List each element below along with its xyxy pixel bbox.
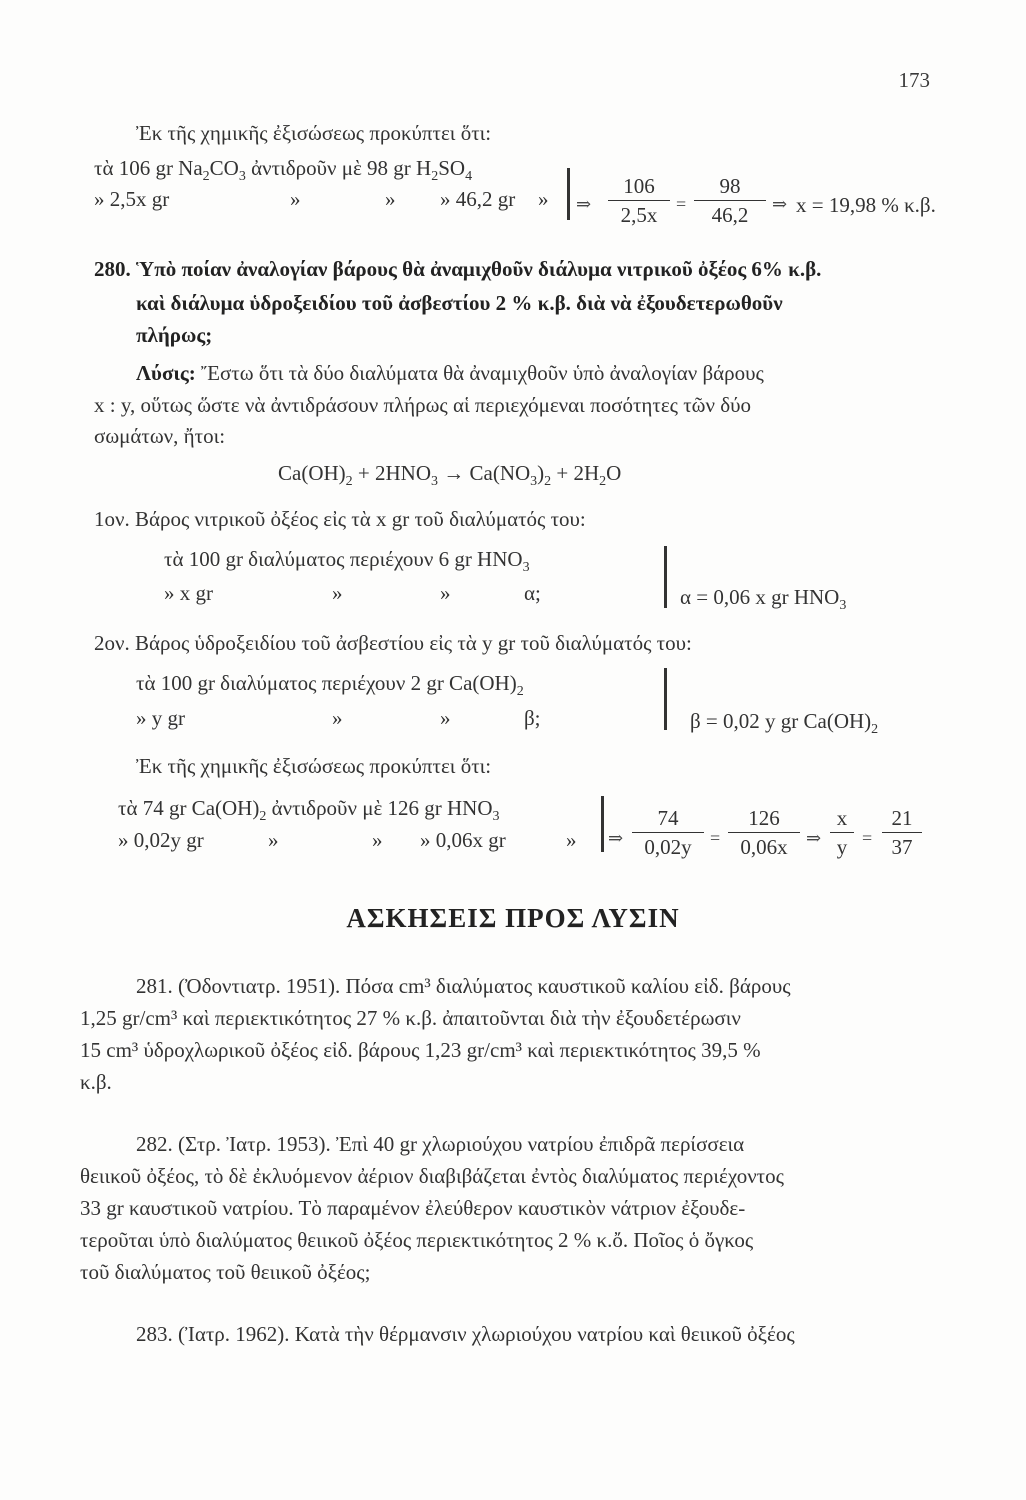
bracket-bar bbox=[567, 168, 570, 220]
ditto-mark: » bbox=[372, 828, 383, 852]
intro-text-1: Ἐκ τῆς χημικῆς ἐξισώσεως προκύπτει ὅτι: bbox=[136, 121, 492, 145]
ditto-mark: » bbox=[290, 187, 301, 211]
bracket-bar bbox=[664, 546, 667, 608]
page-number: 173 bbox=[898, 68, 930, 92]
bracket-bar bbox=[601, 796, 604, 852]
intro-text-2: Ἐκ τῆς χημικῆς ἐξισώσεως προκύπτει ὅτι: bbox=[136, 754, 492, 778]
step-2-title: 2ον. Βάρος ὑδροξειδίου τοῦ ἀσβεστίου εἰς τὰ y gr τοῦ διαλύματός του: bbox=[94, 631, 692, 655]
problem-280-line-2: καὶ διάλυμα ὑδροξειδίου τοῦ ἀσβεστίου 2 % κ.β. διὰ νὰ ἐξουδετερωθοῦν bbox=[136, 291, 783, 315]
bracket-bar bbox=[664, 668, 667, 730]
ditto-mark: » bbox=[385, 187, 396, 211]
equals-sign: = bbox=[676, 194, 687, 214]
step-1-result: α = 0,06 x gr $HNO_3$ bbox=[680, 585, 847, 614]
implies-arrow: ⇒ bbox=[608, 828, 624, 848]
fraction-5: $\frac{x}{y}$ bbox=[830, 806, 854, 859]
exercise-282-line-1: 282. (Στρ. Ἰατρ. 1953). Ἐπὶ 40 gr χλωριούχου νατρίου ἐπιδρᾶ περίσσεια bbox=[136, 1132, 745, 1156]
exercise-282 bbox=[80, 1128, 930, 1288]
exercise-282-line-5: τοῦ διαλύματος τοῦ θειικοῦ ὀξέος; bbox=[80, 1260, 371, 1284]
ditto-value: » 46,2 gr bbox=[440, 187, 516, 211]
solution-line-2: x : y, οὕτως ὥστε νὰ ἀντιδράσουν πλήρως αἱ περιεχόμεναι ποσότητες τῶν δύο bbox=[94, 393, 752, 417]
step-2-row-2: » y gr bbox=[136, 706, 185, 730]
reaction-row-1: τὰ 106 gr $Na_2CO_3$ ἀντιδροῦν μὲ 98 gr $H_2SO_4$ bbox=[94, 156, 473, 185]
step-2-result: β = 0,02 y gr $Ca(OH)_2$ bbox=[690, 709, 879, 738]
unknown-alpha: α; bbox=[524, 581, 541, 605]
ditto-mark: » bbox=[566, 828, 577, 852]
step-1-row-1: τὰ 100 gr διαλύματος περιέχουν 6 gr $HNO_3$ bbox=[164, 547, 530, 576]
ditto-value: » 0,06x gr bbox=[420, 828, 506, 852]
fraction-6: $\frac{21}{37}$ bbox=[882, 806, 922, 859]
exercise-281 bbox=[80, 970, 930, 1098]
result-x: x = 19,98 % κ.β. bbox=[796, 193, 936, 217]
chemical-equation: $Ca(OH)_2 + 2HNO_3 \to Ca(NO_3)_2 + 2H_2O$ bbox=[278, 461, 622, 490]
exercise-281-line-3: 15 cm³ ὑδροχλωρικοῦ ὀξέος εἰδ. βάρους 1,23 gr/cm³ καὶ περιεκτικότητος 39,5 % bbox=[80, 1038, 761, 1062]
ditto-mark: » bbox=[332, 581, 343, 605]
equals-sign: = bbox=[862, 828, 873, 848]
implies-arrow: ⇒ bbox=[576, 194, 592, 214]
reaction-row-4: » 0,02y gr bbox=[118, 828, 204, 852]
exercise-282-line-3: 33 gr καυστικοῦ νατρίου. Τὸ παραμένον ἐλεύθερον καυστικὸν νάτριον ἐξουδε- bbox=[80, 1196, 746, 1220]
problem-280-line-3: πλήρως; bbox=[136, 323, 213, 347]
exercise-281-line-4: κ.β. bbox=[80, 1070, 112, 1094]
ditto-mark: » bbox=[440, 706, 451, 730]
unknown-beta: β; bbox=[524, 706, 541, 730]
solution-line-3: σωμάτων, ἤτοι: bbox=[94, 424, 226, 448]
step-1-row-2: » x gr bbox=[164, 581, 213, 605]
implies-arrow: ⇒ bbox=[772, 194, 788, 214]
ditto-mark: » bbox=[332, 706, 343, 730]
exercise-282-line-2: θειικοῦ ὀξέος, τὸ δὲ ἐκλυόμενον ἀέριον διαβιβάζεται ἐντὸς διαλύματος περιέχοντος bbox=[80, 1164, 784, 1188]
exercise-281-line-2: 1,25 gr/cm³ καὶ περιεκτικότητος 27 % κ.β. ἀπαιτοῦνται διὰ τὴν ἐξουδετέρωσιν bbox=[80, 1006, 741, 1030]
section-title: ΑΣΚΗΣΕΙΣ ΠΡΟΣ ΛΥΣΙΝ bbox=[346, 903, 680, 933]
exercise-281-line-1: 281. (Ὀδοντιατρ. 1951). Πόσα cm³ διαλύματος καυστικοῦ καλίου εἰδ. βάρους bbox=[136, 974, 791, 998]
problem-280-line-1: 280. Ὑπὸ ποίαν ἀναλογίαν βάρους θὰ ἀναμιχθοῦν διάλυμα νιτρικοῦ ὀξέος 6% κ.β. bbox=[94, 257, 822, 281]
step-1-title: 1ον. Βάρος νιτρικοῦ ὀξέος εἰς τὰ x gr τοῦ διαλύματός του: bbox=[94, 507, 586, 531]
ditto-mark: » bbox=[440, 581, 451, 605]
fraction-3: $\frac{74}{0,02y}$ bbox=[632, 806, 704, 859]
exercise-283 bbox=[80, 1318, 930, 1350]
exercise-283-line-1: 283. (Ἰατρ. 1962). Κατὰ τὴν θέρμανσιν χλωριούχου νατρίου καὶ θειικοῦ ὀξέος bbox=[136, 1322, 795, 1346]
reaction-row-3: τὰ 74 gr $Ca(OH)_2$ ἀντιδροῦν μὲ 126 gr $HNO_3$ bbox=[118, 796, 500, 825]
fraction-4: $\frac{126}{0,06x}$ bbox=[728, 806, 800, 859]
fraction-2: $\frac{98}{46,2}$ bbox=[694, 174, 766, 227]
reaction-row-2: » 2,5x gr bbox=[94, 187, 170, 211]
fraction-1: $\frac{106}{2,5x}$ bbox=[608, 174, 670, 227]
equals-sign: = bbox=[710, 828, 721, 848]
step-2-row-1: τὰ 100 gr διαλύματος περιέχουν 2 gr $Ca(OH)_2$ bbox=[136, 671, 524, 700]
solution-line-1: Λύσις: Ἔστω ὅτι τὰ δύο διαλύματα θὰ ἀναμιχθοῦν ὑπὸ ἀναλογίαν βάρους bbox=[136, 361, 764, 385]
exercise-282-line-4: τεροῦται ὑπὸ διαλύματος θειικοῦ ὀξέος περιεκτικότητος 2 % κ.ὄ. Ποῖος ὁ ὄγκος bbox=[80, 1228, 754, 1252]
implies-arrow: ⇒ bbox=[806, 828, 822, 848]
ditto-mark: » bbox=[268, 828, 279, 852]
ditto-mark: » bbox=[538, 187, 549, 211]
